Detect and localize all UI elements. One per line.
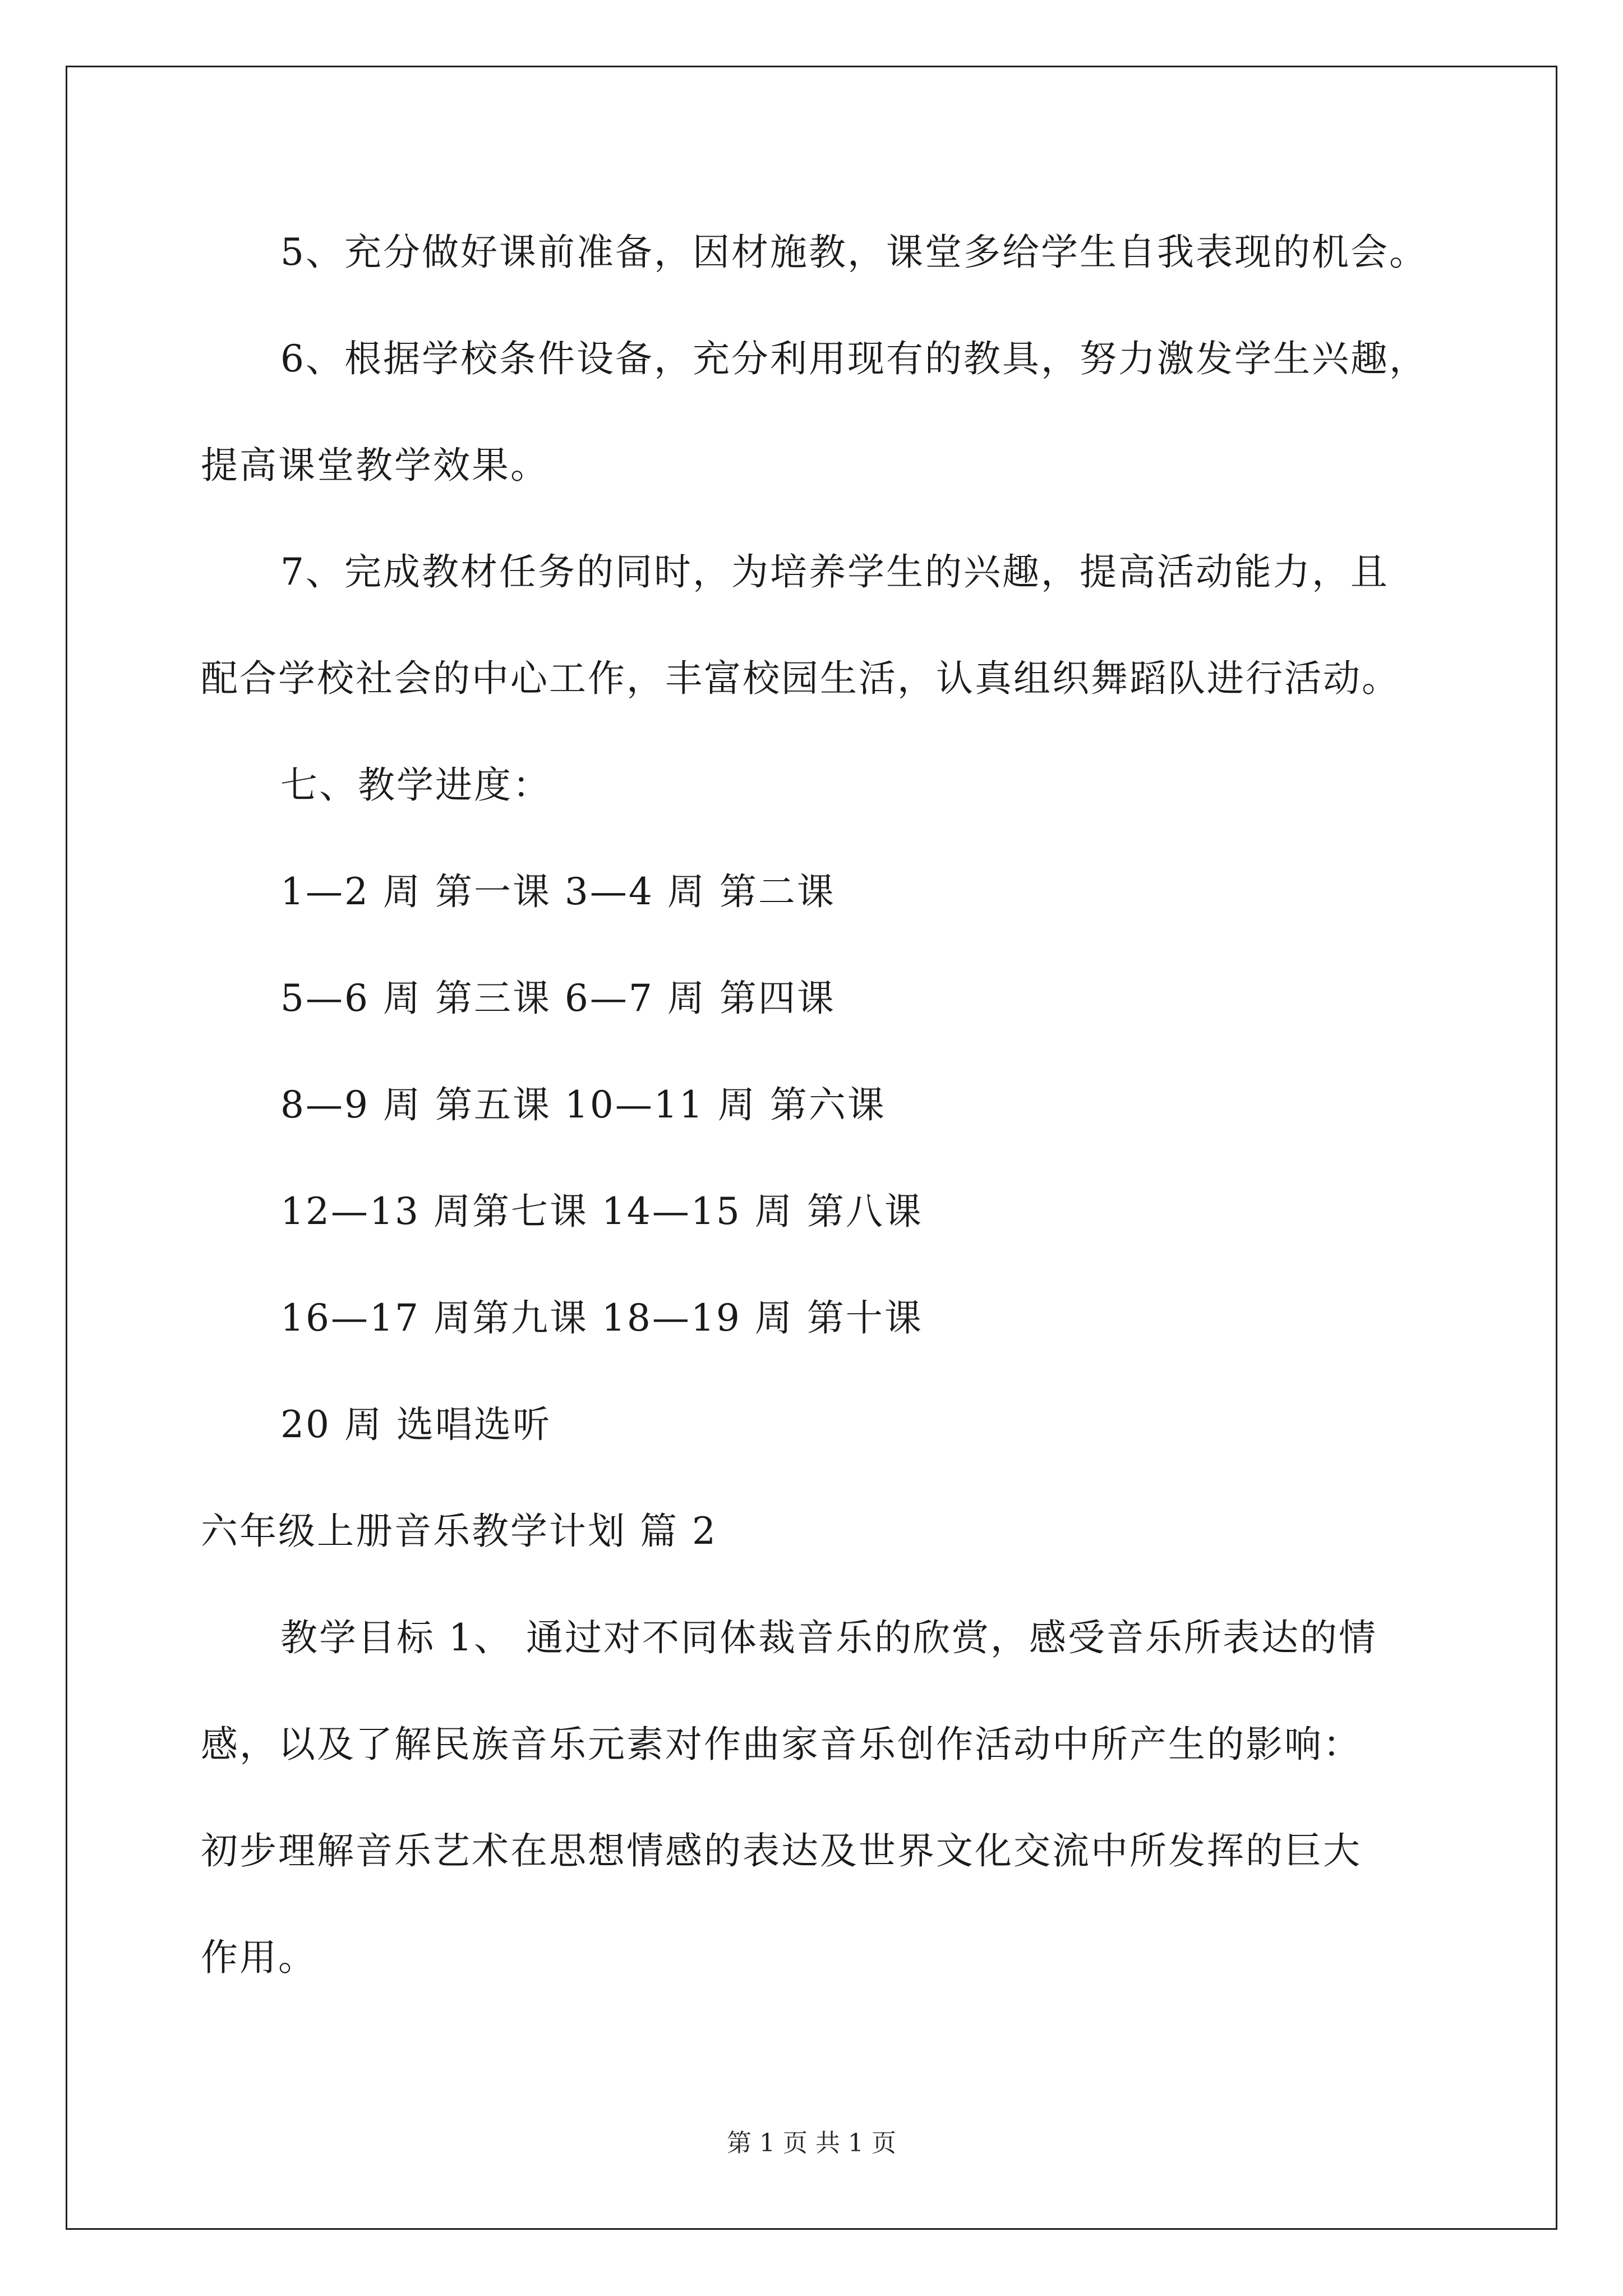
paragraph-line: 教学目标 1、 通过对不同体裁音乐的欣赏，感受音乐所表达的情 bbox=[280, 1616, 1377, 1659]
paragraph-line: 5、充分做好课前准备，因材施教，课堂多给学生自我表现的机会。 bbox=[280, 231, 1428, 274]
article-title: 六年级上册音乐教学计划 篇 2 bbox=[201, 1510, 717, 1553]
paragraph-line: 6、根据学校条件设备，充分利用现有的教具，努力激发学生兴趣， bbox=[280, 337, 1428, 380]
schedule-line: 20 周 选唱选听 bbox=[280, 1403, 551, 1446]
page-border bbox=[66, 66, 1557, 2230]
schedule-line: 12—13 周第七课 14—15 周 第八课 bbox=[280, 1190, 923, 1233]
schedule-line: 16—17 周第九课 18—19 周 第十课 bbox=[280, 1296, 923, 1340]
paragraph-line: 7、完成教材任务的同时，为培养学生的兴趣，提高活动能力，且 bbox=[280, 550, 1389, 593]
paragraph-line: 感，以及了解民族音乐元素对作曲家音乐创作活动中所产生的影响： bbox=[201, 1723, 1362, 1766]
schedule-line: 1—2 周 第一课 3—4 周 第二课 bbox=[280, 870, 836, 913]
paragraph-line: 初步理解音乐艺术在思想情感的表达及世界文化交流中所发挥的巨大 bbox=[201, 1829, 1362, 1872]
schedule-line: 5—6 周 第三课 6—7 周 第四课 bbox=[280, 977, 836, 1020]
section-heading: 七、教学进度： bbox=[280, 763, 551, 807]
paragraph-line: 提高课堂教学效果。 bbox=[201, 444, 549, 487]
page-footer: 第 1 页 共 1 页 bbox=[727, 2129, 896, 2157]
schedule-line: 8—9 周 第五课 10—11 周 第六课 bbox=[280, 1083, 886, 1126]
paragraph-line: 作用。 bbox=[201, 1936, 317, 1979]
paragraph-line: 配合学校社会的中心工作，丰富校园生活，认真组织舞蹈队进行活动。 bbox=[201, 657, 1400, 700]
